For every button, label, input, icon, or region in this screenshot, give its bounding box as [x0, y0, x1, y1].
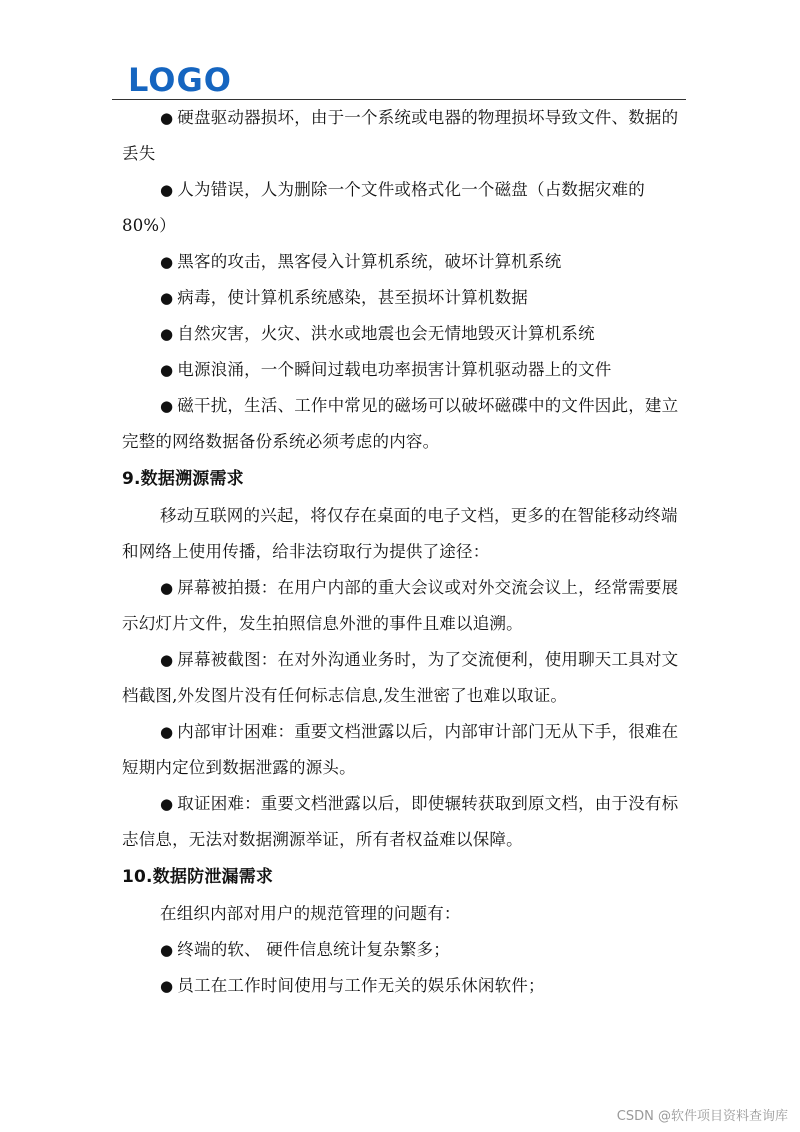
list-item: ● 取证困难：重要文档泄露以后，即使辗转获取到原文档，由于没有标志信息，无法对数据溯源举证，所有者权益难以保障。: [122, 794, 679, 849]
list-item: ● 磁干扰，生活、工作中常见的磁场可以破坏磁碟中的文件因此，建立完整的网络数据备份系统必须考虑的内容。: [122, 396, 679, 451]
list-item: ● 人为错误，人为删除一个文件或格式化一个磁盘（占数据灾难的 80%）: [122, 180, 645, 235]
bullet-icon: ●: [160, 181, 174, 199]
watermark: CSDN @软件项目资料查询库: [616, 1109, 788, 1124]
bullet-icon: ●: [160, 977, 174, 995]
section-10-list: [122, 932, 688, 1004]
document-body: [122, 100, 688, 1004]
bullet-icon: ●: [160, 109, 174, 127]
list-item: ● 屏幕被拍摄：在用户内部的重大会议或对外交流会议上，经常需要展示幻灯片文件，发生拍照信息外泄的事件且难以追溯。: [122, 578, 679, 633]
section-intro: 在组织内部对用户的规范管理的问题有：: [160, 904, 461, 923]
list-item: ● 员工在工作时间使用与工作无关的娱乐休闲软件；: [160, 976, 545, 995]
bullet-icon: ●: [160, 579, 174, 597]
bullet-icon: ●: [160, 941, 174, 959]
bullet-icon: ●: [160, 795, 174, 813]
list-item: ● 病毒，使计算机系统感染，甚至损坏计算机数据: [160, 288, 528, 307]
bullet-icon: ●: [160, 289, 174, 307]
section-intro: 移动互联网的兴起，将仅存在桌面的电子文档，更多的在智能移动终端和网络上使用传播，给非法窃取行为提供了途径：: [122, 506, 678, 561]
bullet-icon: ●: [160, 723, 174, 741]
section-8-list: [122, 100, 688, 460]
list-item: ● 黑客的攻击，黑客侵入计算机系统，破坏计算机系统: [160, 252, 562, 271]
bullet-icon: ●: [160, 325, 174, 343]
section-9-list: [122, 570, 688, 858]
bullet-icon: ●: [160, 361, 174, 379]
list-item: ● 终端的软、 硬件信息统计复杂繁多；: [160, 940, 450, 959]
section-heading: 10.数据防泄漏需求: [122, 867, 274, 887]
bullet-icon: ●: [160, 651, 174, 669]
bullet-icon: ●: [160, 397, 174, 415]
list-item: ● 自然灾害，火灾、洪水或地震也会无情地毁灭计算机系统: [160, 324, 595, 343]
list-item: ● 内部审计困难：重要文档泄露以后，内部审计部门无从下手，很难在短期内定位到数据泄露的源头。: [122, 722, 679, 777]
list-item: ● 电源浪涌，一个瞬间过载电功率损害计算机驱动器上的文件: [160, 360, 612, 379]
list-item: ● 硬盘驱动器损坏，由于一个系统或电器的物理损坏导致文件、数据的丢失: [122, 108, 679, 163]
logo: LOGO: [128, 61, 232, 99]
section-heading: 9.数据溯源需求: [122, 469, 244, 489]
bullet-icon: ●: [160, 253, 174, 271]
list-item: ● 屏幕被截图：在对外沟通业务时，为了交流便利，使用聊天工具对文档截图,外发图片没有任何标志信息,发生泄密了也难以取证。: [122, 650, 679, 705]
